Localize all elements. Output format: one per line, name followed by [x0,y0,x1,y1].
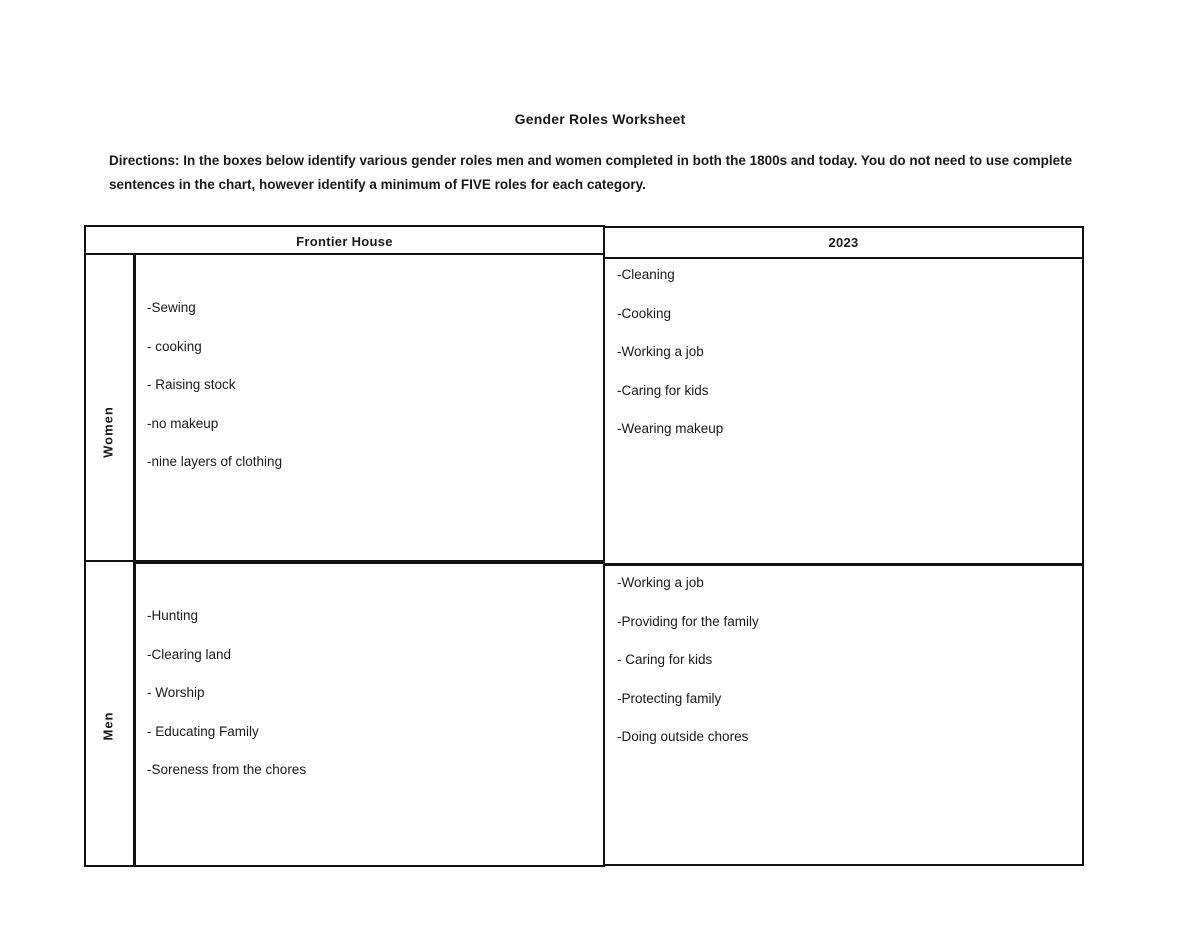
list-item: -Protecting family [617,690,722,706]
list-item: -Doing outside chores [617,729,749,744]
row-label-men: Men [100,711,116,741]
list-item: -Wearing makeup [617,421,724,436]
list-item: - Raising stock [147,377,236,392]
worksheet-title: Gender Roles Worksheet [514,111,686,127]
row-label-women: Women [100,406,116,458]
list-item: -Sewing [147,300,196,315]
directions-text: Directions: In the boxes below identify various gender roles men and women completed in both the 1800s and today. You do not need to use complete sentences in the chart, however identify a minimum of FIVE roles for each category. [109,153,1073,192]
list-item: -Clearing land [147,646,232,662]
column-header-frontier: Frontier House [296,234,393,249]
women-frontier-list [147,299,282,492]
list-item: -Hunting [147,608,199,623]
list-item: -Caring for kids [617,382,709,398]
list-item: -Cleaning [617,267,675,282]
list-item: - cooking [147,338,202,354]
list-item: -Working a job [617,575,704,590]
women-today-list [617,266,723,459]
list-item: -Providing for the family [617,613,759,629]
list-item: -Soreness from the chores [147,762,307,777]
list-item: -Cooking [617,305,672,321]
list-item: -nine layers of clothing [147,454,283,469]
list-item: -no makeup [147,415,219,431]
list-item: - Educating Family [147,723,259,739]
list-item: -Working a job [617,344,704,359]
men-today-list [617,574,759,767]
list-item: - Caring for kids [617,652,713,667]
men-frontier-list [147,607,306,800]
column-header-today: 2023 [828,235,859,250]
list-item: - Worship [147,685,205,700]
